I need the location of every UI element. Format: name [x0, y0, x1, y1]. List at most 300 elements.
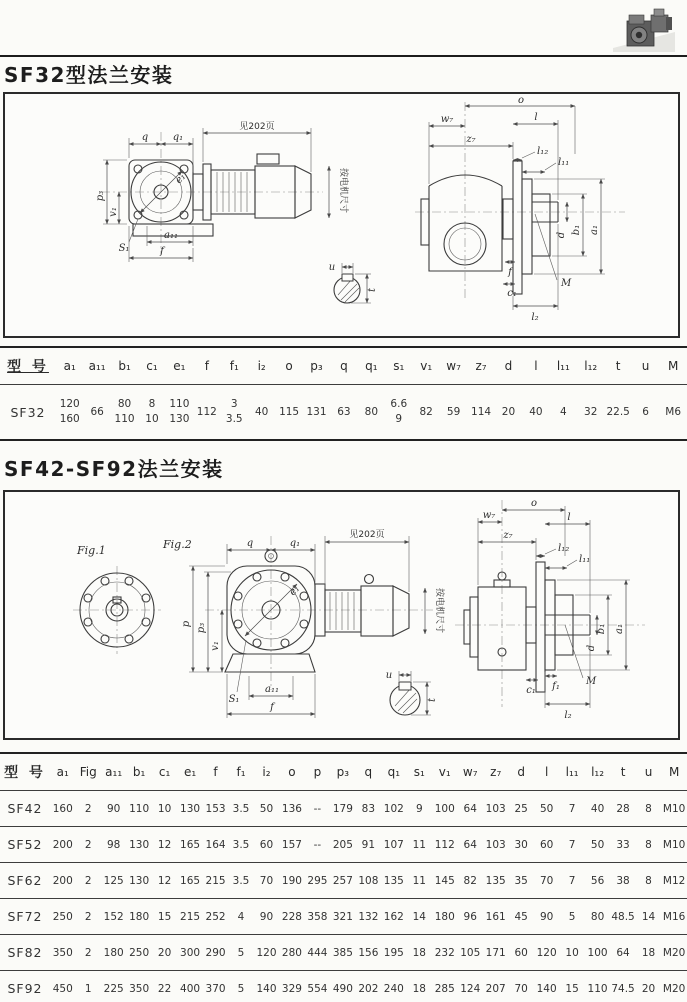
value-cell: 112 [432, 827, 457, 863]
see-page-note: 见202页 [239, 122, 275, 132]
value-cell: 70 [514, 982, 528, 995]
value-cell: 358 [305, 899, 330, 935]
model-cell: SF72 [0, 899, 50, 935]
value-cell: 50 [534, 791, 559, 827]
value-cell: 3 3.5 [225, 397, 243, 425]
dim-l: l [567, 512, 571, 523]
dim-v1: v₁ [210, 641, 221, 651]
value-cell: 3.5 [228, 863, 253, 899]
sf32-front-dims [95, 121, 350, 262]
column-header: q [330, 347, 357, 385]
value-cell: 20 [641, 982, 656, 995]
value-cell: 91 [356, 827, 381, 863]
sf32-shaft-section [329, 262, 378, 303]
value-cell: 98 [101, 827, 126, 863]
table-row [0, 791, 687, 827]
value-cell: 108 [356, 863, 381, 899]
dim-t: t [427, 697, 438, 703]
value-cell: 20 [152, 935, 177, 971]
value-cell: 321 [330, 899, 355, 935]
dim-f1: f₁ [552, 681, 560, 692]
value-cell: 14 [407, 899, 432, 935]
value-cell: 215 [203, 863, 228, 899]
sf32-dimension-table [0, 346, 687, 441]
value-cell: 5 [237, 982, 245, 995]
fig1-flange-view [73, 544, 161, 654]
value-cell: 131 [306, 406, 327, 418]
value-cell: 6.6 9 [390, 397, 408, 425]
column-header: l₁₁ [559, 753, 584, 791]
column-header: a₁ [50, 753, 75, 791]
sf32-side-view [415, 102, 625, 300]
column-header: o [279, 753, 304, 791]
value-cell: 64 [610, 935, 635, 971]
column-header: p₃ [330, 753, 355, 791]
column-header: s₁ [407, 753, 432, 791]
value-cell: 40 [585, 791, 610, 827]
value-cell: 225 [103, 982, 124, 995]
value-cell: 45 [508, 899, 533, 935]
value-cell: 9 [407, 791, 432, 827]
value-cell: 205 [330, 827, 355, 863]
value-cell: 207 [485, 982, 506, 995]
value-cell: 240 [383, 982, 404, 995]
dim-d: d [556, 231, 567, 239]
value-cell: 4 [559, 406, 567, 418]
value-cell: 8 [636, 791, 661, 827]
value-cell: 136 [279, 791, 304, 827]
value-cell: 60 [254, 827, 279, 863]
value-cell: 33 [610, 827, 635, 863]
value-cell: 1 [84, 982, 92, 995]
dim-M: M [586, 676, 597, 687]
value-cell: 370 [205, 982, 226, 995]
dim-l2: l₂ [564, 710, 572, 721]
value-cell: 135 [381, 863, 406, 899]
value-cell: 18 [407, 935, 432, 971]
value-cell: 59 [446, 406, 461, 418]
value-cell: 70 [534, 863, 559, 899]
value-cell: 18 [412, 982, 426, 995]
column-header: l₁₂ [577, 347, 604, 385]
column-header: f₁ [228, 753, 253, 791]
column-header: f₁ [221, 347, 248, 385]
column-header: t [604, 347, 631, 385]
value-cell: 48.5 [610, 899, 635, 935]
value-cell: 103 [483, 791, 508, 827]
column-header: c₁ [152, 753, 177, 791]
value-cell: 83 [356, 791, 381, 827]
dim-o: o [517, 95, 525, 106]
value-cell: 20 [501, 406, 516, 418]
dim-l12: l₁₂ [537, 146, 549, 157]
value-cell: 300 [177, 935, 202, 971]
value-cell: 350 [50, 935, 75, 971]
value-cell: 180 [126, 899, 151, 935]
value-cell: 2 [75, 935, 100, 971]
column-header: c₁ [138, 347, 165, 385]
sf42-92-shaft-section [386, 670, 438, 715]
value-cell: 90 [101, 791, 126, 827]
value-cell: 38 [610, 863, 635, 899]
value-cell: 5 [228, 935, 253, 971]
value-cell: 156 [356, 935, 381, 971]
column-header: q [356, 753, 381, 791]
column-header: u [632, 347, 659, 385]
motor-note: 按电机尺寸 [434, 588, 444, 634]
column-header: o [275, 347, 302, 385]
value-cell: 14 [636, 899, 661, 935]
table-row [0, 899, 687, 935]
value-cell: 32 [584, 406, 598, 418]
value-cell: 40 [529, 406, 543, 418]
value-cell: 130 [126, 827, 151, 863]
value-cell: 228 [279, 899, 304, 935]
value-cell: 130 [177, 791, 202, 827]
value-cell: 66 [90, 406, 104, 418]
value-cell: 105 [458, 935, 483, 971]
column-header: w₇ [458, 753, 483, 791]
section2-title: SF42-SF92法兰安装 [4, 457, 224, 481]
value-cell: 120 [254, 935, 279, 971]
value-cell: 60 [508, 935, 533, 971]
value-cell: 64 [458, 827, 483, 863]
dim-w7: w₇ [440, 114, 454, 125]
sf32-side-dims [429, 95, 605, 323]
value-cell: 80 [585, 899, 610, 935]
value-cell: 152 [101, 899, 126, 935]
value-cell: 490 [332, 982, 353, 995]
motor-body [651, 15, 668, 32]
value-cell: 11 [407, 863, 432, 899]
dim-a11: a₁₁ [164, 230, 178, 241]
value-cell: 8 10 [145, 397, 159, 425]
column-header: e₁ [166, 347, 193, 385]
dim-u: u [328, 262, 336, 273]
column-header: p₃ [303, 347, 330, 385]
value-cell: 290 [203, 935, 228, 971]
value-cell: 385 [330, 935, 355, 971]
column-header: d [508, 753, 533, 791]
value-cell: 162 [381, 899, 406, 935]
dim-l2: l₂ [531, 312, 539, 323]
see-page-note: 见202页 [349, 530, 385, 540]
value-cell: 140 [536, 982, 557, 995]
value-cell: 130 [126, 863, 151, 899]
motor-note: 按电机尺寸 [338, 168, 348, 214]
value-cell: 35 [508, 863, 533, 899]
value-cell: 100 [432, 791, 457, 827]
dim-l: l [534, 112, 538, 123]
table-row [0, 863, 687, 899]
column-header: w₇ [440, 347, 467, 385]
value-cell: M16 [661, 899, 687, 935]
dim-c1: c₁ [507, 288, 517, 299]
value-cell: 40 [254, 406, 269, 418]
dim-a1: a₁ [589, 225, 600, 235]
column-header: l₁₁ [550, 347, 577, 385]
value-cell: 180 [432, 899, 457, 935]
value-cell: 25 [508, 791, 533, 827]
column-header: M [661, 753, 687, 791]
column-header: u [636, 753, 661, 791]
value-cell: 350 [129, 982, 150, 995]
table-header-row [0, 347, 687, 385]
model-cell: SF42 [0, 791, 50, 827]
dim-b1: b₁ [571, 224, 582, 236]
dim-b1: b₁ [596, 623, 607, 635]
dim-v1: v₁ [108, 207, 119, 217]
value-cell: 28 [610, 791, 635, 827]
value-cell: 2 [75, 899, 100, 935]
value-cell: 74.5 [611, 982, 635, 995]
value-cell: 161 [483, 899, 508, 935]
value-cell: 110 [126, 791, 151, 827]
value-cell: M10 [661, 791, 687, 827]
value-cell: 80 110 [114, 397, 135, 425]
value-cell: 96 [458, 899, 483, 935]
value-cell: 157 [279, 827, 304, 863]
dim-q1: q₁ [172, 132, 184, 143]
column-header: p [305, 753, 330, 791]
fig2-label: Fig.2 [163, 538, 192, 551]
value-cell: 10 [152, 791, 177, 827]
value-cell: 195 [381, 935, 406, 971]
value-cell: 200 [50, 863, 75, 899]
column-header: 型 号 [0, 753, 50, 791]
dim-e1: e₁ [173, 171, 189, 187]
value-cell: 444 [305, 935, 330, 971]
value-cell: 110 [587, 982, 608, 995]
sf32-front-view [101, 132, 323, 254]
value-cell: 250 [126, 935, 151, 971]
dim-M: M [561, 278, 572, 289]
value-cell: 165 [177, 827, 202, 863]
value-cell: 12 [152, 827, 177, 863]
dim-a11: a₁₁ [265, 684, 279, 695]
value-cell: 63 [337, 406, 351, 418]
dim-u: u [385, 670, 393, 681]
value-cell: M20 [662, 982, 686, 995]
column-header: l₁₂ [585, 753, 610, 791]
dim-q: q [246, 538, 254, 549]
header-rule [0, 55, 687, 57]
column-header: a₁₁ [83, 347, 110, 385]
column-header: z₇ [467, 347, 494, 385]
value-cell: 50 [585, 827, 610, 863]
value-cell: 60 [534, 827, 559, 863]
column-header: 型 号 [0, 347, 56, 385]
value-cell: 132 [356, 899, 381, 935]
column-header: v₁ [412, 347, 439, 385]
column-header: z₇ [483, 753, 508, 791]
column-header: f [193, 347, 220, 385]
value-cell: 7 [559, 863, 584, 899]
dim-f-front: f [160, 246, 164, 257]
value-cell: 165 [177, 863, 202, 899]
value-cell: 202 [358, 982, 379, 995]
column-header: i₂ [254, 753, 279, 791]
value-cell: 2 [75, 827, 100, 863]
sf42-92-dimension-table [0, 752, 687, 1002]
value-cell: M20 [661, 935, 687, 971]
column-header: d [495, 347, 522, 385]
dim-d: d [586, 644, 597, 652]
section1-title: SF32型法兰安装 [4, 63, 174, 87]
column-header: a₁ [56, 347, 83, 385]
column-header: a₁₁ [101, 753, 126, 791]
fig1-label: Fig.1 [77, 544, 106, 557]
value-cell: 164 [203, 827, 228, 863]
value-cell: 110 130 [169, 397, 190, 425]
value-cell: 2 [75, 791, 100, 827]
value-cell: 120 [534, 935, 559, 971]
value-cell: 112 [196, 406, 217, 418]
dim-p3: p₃ [196, 622, 207, 634]
sf32-drawing-box [3, 92, 680, 338]
value-cell: 70 [254, 863, 279, 899]
value-cell: 8 [636, 863, 661, 899]
value-cell: 125 [101, 863, 126, 899]
value-cell: 80 [364, 406, 379, 418]
value-cell: 180 [101, 935, 126, 971]
value-cell: 280 [279, 935, 304, 971]
value-cell: 107 [381, 827, 406, 863]
dim-q1: q₁ [289, 538, 301, 549]
value-cell: 100 [585, 935, 610, 971]
value-cell: 114 [471, 406, 492, 418]
value-cell: 7 [559, 791, 584, 827]
value-cell: 3.5 [228, 827, 253, 863]
value-cell: 140 [256, 982, 277, 995]
value-cell: 15 [565, 982, 579, 995]
dim-p: p [181, 620, 192, 628]
sf42-92-side-dims [478, 498, 630, 721]
value-cell: 135 [483, 863, 508, 899]
column-header: t [610, 753, 635, 791]
value-cell: 153 [203, 791, 228, 827]
value-cell: 7 [559, 827, 584, 863]
dim-o: o [530, 498, 538, 509]
value-cell: 145 [432, 863, 457, 899]
value-cell: 5 [559, 899, 584, 935]
table-row [0, 827, 687, 863]
table-row [0, 971, 687, 1002]
column-header: v₁ [432, 753, 457, 791]
column-header: Fig [75, 753, 100, 791]
value-cell: 257 [330, 863, 355, 899]
dim-e1: e₁ [287, 583, 303, 599]
value-cell: 22.5 [606, 406, 630, 418]
dim-s1: S₁ [118, 243, 130, 254]
value-cell: 160 [50, 791, 75, 827]
value-cell: 329 [281, 982, 302, 995]
value-cell: 450 [52, 982, 73, 995]
value-cell: M10 [661, 827, 687, 863]
value-cell: 215 [177, 899, 202, 935]
dim-l11: l₁₁ [558, 157, 570, 168]
column-header: s₁ [385, 347, 412, 385]
model-cell: SF52 [0, 827, 50, 863]
value-cell: 50 [254, 791, 279, 827]
column-header: f [203, 753, 228, 791]
dim-f-side: f [508, 267, 512, 278]
sf42-92-drawing-box [3, 490, 680, 740]
value-cell: 120 160 [59, 397, 80, 425]
value-cell: 200 [50, 827, 75, 863]
value-cell: 115 [279, 406, 300, 418]
value-cell: 64 [458, 791, 483, 827]
value-cell: 252 [203, 899, 228, 935]
column-header: M [659, 347, 687, 385]
value-cell: 171 [483, 935, 508, 971]
value-cell: 8 [636, 827, 661, 863]
value-cell: 12 [152, 863, 177, 899]
product-photo [613, 6, 675, 52]
value-cell: 30 [508, 827, 533, 863]
value-cell: 179 [330, 791, 355, 827]
value-cell: 2 [75, 863, 100, 899]
column-header: l [534, 753, 559, 791]
column-header: b₁ [126, 753, 151, 791]
value-cell: 90 [254, 899, 279, 935]
dim-z7: z₇ [503, 530, 513, 541]
value-cell: 124 [460, 982, 481, 995]
value-cell: 56 [585, 863, 610, 899]
dim-w7: w₇ [482, 510, 496, 521]
value-cell: M12 [661, 863, 687, 899]
table-row [0, 385, 687, 441]
dim-z7: z₇ [466, 134, 476, 145]
column-header: b₁ [111, 347, 138, 385]
column-header: q₁ [358, 347, 385, 385]
value-cell: -- [305, 827, 330, 863]
value-cell: 400 [180, 982, 201, 995]
value-cell: 15 [152, 899, 177, 935]
value-cell: 82 [419, 406, 433, 418]
value-cell: 4 [228, 899, 253, 935]
model-cell: SF32 [10, 404, 46, 420]
sf42-92-technical-drawing [5, 492, 678, 738]
value-cell: -- [305, 791, 330, 827]
table-row [0, 935, 687, 971]
value-cell: 295 [305, 863, 330, 899]
column-header: i₂ [248, 347, 275, 385]
value-cell: 11 [407, 827, 432, 863]
value-cell: 103 [483, 827, 508, 863]
value-cell: 285 [434, 982, 455, 995]
dim-l11: l₁₁ [579, 554, 591, 565]
dim-l12: l₁₂ [558, 543, 570, 554]
value-cell: 232 [432, 935, 457, 971]
dim-c1: c₁ [526, 685, 536, 696]
value-cell: 90 [534, 899, 559, 935]
column-header: q₁ [381, 753, 406, 791]
column-header: e₁ [177, 753, 202, 791]
model-cell: SF92 [7, 981, 43, 996]
value-cell: 554 [307, 982, 328, 995]
model-cell: SF82 [0, 935, 50, 971]
value-cell: 82 [458, 863, 483, 899]
value-cell: M6 [665, 406, 682, 418]
table-header-row [0, 753, 687, 791]
dim-q: q [141, 132, 149, 143]
value-cell: 250 [50, 899, 75, 935]
column-header: l [522, 347, 549, 385]
value-cell: 10 [559, 935, 584, 971]
model-cell: SF62 [0, 863, 50, 899]
value-cell: 22 [157, 982, 172, 995]
